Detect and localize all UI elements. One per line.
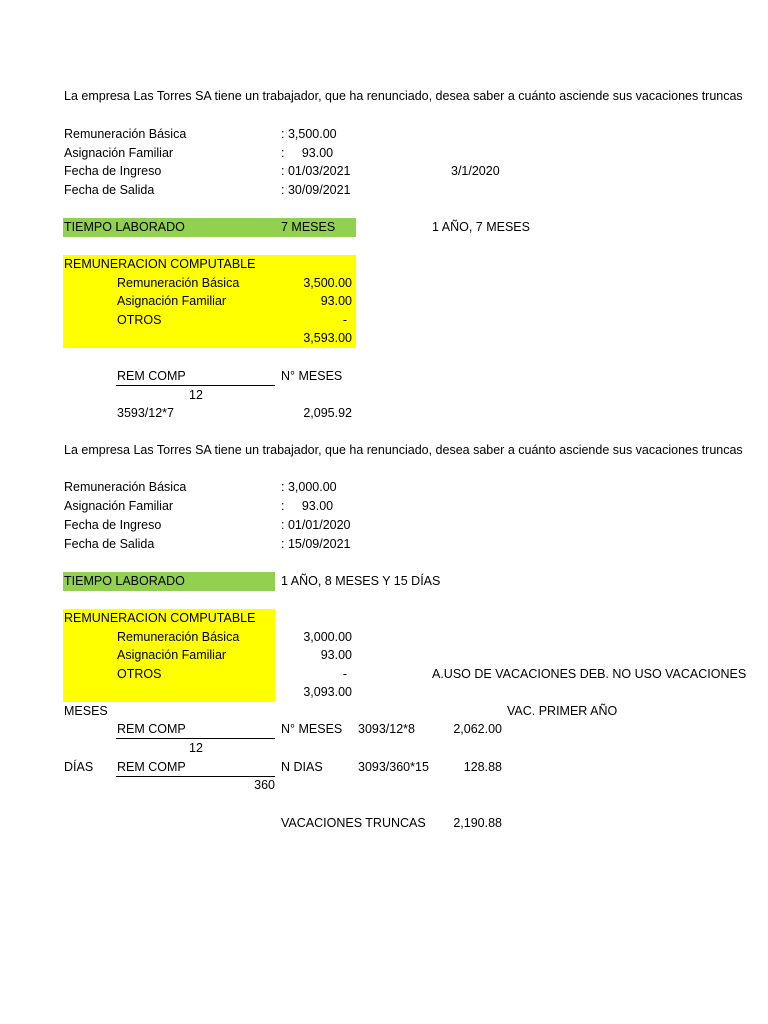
calc-n-meses: N° MESES: [281, 369, 343, 383]
rc-basica-value: 3,000.00: [303, 630, 352, 644]
fecha-salida-value: : 30/09/2021: [281, 183, 351, 197]
meses-label: MESES: [64, 704, 108, 718]
asignacion-label: Asignación Familiar: [64, 146, 174, 160]
calc-result: 2,095.92: [303, 406, 352, 420]
rc-basica-label: Remuneración Básica: [117, 630, 240, 644]
vacaciones-truncas-label: VACACIONES TRUNCAS: [281, 816, 426, 830]
fecha-salida-label: Fecha de Salida: [64, 183, 155, 197]
rc-asignacion-label: Asignación Familiar: [117, 648, 227, 662]
meses-formula: 3093/12*8: [358, 722, 416, 736]
fecha-ingreso-value: : 01/03/2021: [281, 164, 351, 178]
meses-result: 2,062.00: [453, 722, 502, 736]
rc-otros-label: OTROS: [117, 313, 162, 327]
rc-asignacion-value: 93.00: [320, 648, 352, 662]
rc-total: 3,593.00: [303, 331, 352, 345]
rem-basica-value: : 3,500.00: [281, 127, 337, 141]
tiempo-laborado-label: TIEMPO LABORADO: [64, 574, 185, 588]
meses-divisor: 12: [189, 741, 203, 755]
rc-basica-label: Remuneración Básica: [117, 276, 240, 290]
rc-otros-value: -: [342, 313, 347, 327]
fecha-ingreso-label: Fecha de Ingreso: [64, 164, 162, 178]
intro-text-1: La empresa Las Torres SA tiene un trabajador, que ha renunciado, desea saber a cuánto asciende sus vacaciones truncas: [64, 89, 743, 103]
calc-divisor: 12: [189, 388, 203, 402]
rc-otros-label: OTROS: [117, 667, 162, 681]
dias-label: DÍAS: [64, 760, 94, 774]
fecha-salida-label: Fecha de Salida: [64, 537, 155, 551]
dias-divisor: 360: [254, 778, 275, 792]
fecha-ingreso-value: : 01/01/2020: [281, 518, 351, 532]
intro-text-2: La empresa Las Torres SA tiene un trabajador, que ha renunciado, desea saber a cuánto asciende sus vacaciones truncas: [64, 443, 743, 457]
meses-rem-comp: REM COMP: [117, 722, 186, 736]
side-note: A.USO DE VACACIONES DEB. NO USO VACACIONES: [432, 667, 747, 681]
rem-computable-title: REMUNERACION COMPUTABLE: [64, 257, 256, 271]
tiempo-laborado-label: TIEMPO LABORADO: [64, 220, 185, 234]
meses-n-meses: N° MESES: [281, 722, 343, 736]
asignacion-value: : 93.00: [281, 146, 334, 160]
fecha-salida-value: : 15/09/2021: [281, 537, 351, 551]
rc-otros-value: -: [342, 667, 347, 681]
fecha-ingreso-alt: 3/1/2020: [451, 164, 500, 178]
fecha-ingreso-label: Fecha de Ingreso: [64, 518, 162, 532]
asignacion-value: : 93.00: [281, 499, 334, 513]
rem-basica-label: Remuneración Básica: [64, 127, 187, 141]
rc-basica-value: 3,500.00: [303, 276, 352, 290]
calc-formula: 3593/12*7: [117, 406, 175, 420]
rem-basica-label: Remuneración Básica: [64, 480, 187, 494]
rc-total: 3,093.00: [303, 685, 352, 699]
dias-n-dias: N DIAS: [281, 760, 323, 774]
tiempo-laborado-value: 7 MESES: [281, 220, 336, 234]
rem-basica-value: : 3,000.00: [281, 480, 337, 494]
dias-formula: 3093/360*15: [358, 760, 429, 774]
rem-computable-title: REMUNERACION COMPUTABLE: [64, 611, 256, 625]
asignacion-label: Asignación Familiar: [64, 499, 174, 513]
calc-rem-comp: REM COMP: [117, 369, 186, 383]
vacaciones-truncas-value: 2,190.88: [453, 816, 502, 830]
dias-rem-comp: REM COMP: [117, 760, 186, 774]
tiempo-laborado-alt: 1 AÑO, 7 MESES: [432, 220, 530, 234]
rc-asignacion-value: 93.00: [320, 294, 352, 308]
dias-result: 128.88: [463, 760, 502, 774]
vac-primer-anio: VAC. PRIMER AÑO: [507, 704, 618, 718]
rc-asignacion-label: Asignación Familiar: [117, 294, 227, 308]
tiempo-laborado-value: 1 AÑO, 8 MESES Y 15 DÍAS: [281, 574, 441, 588]
